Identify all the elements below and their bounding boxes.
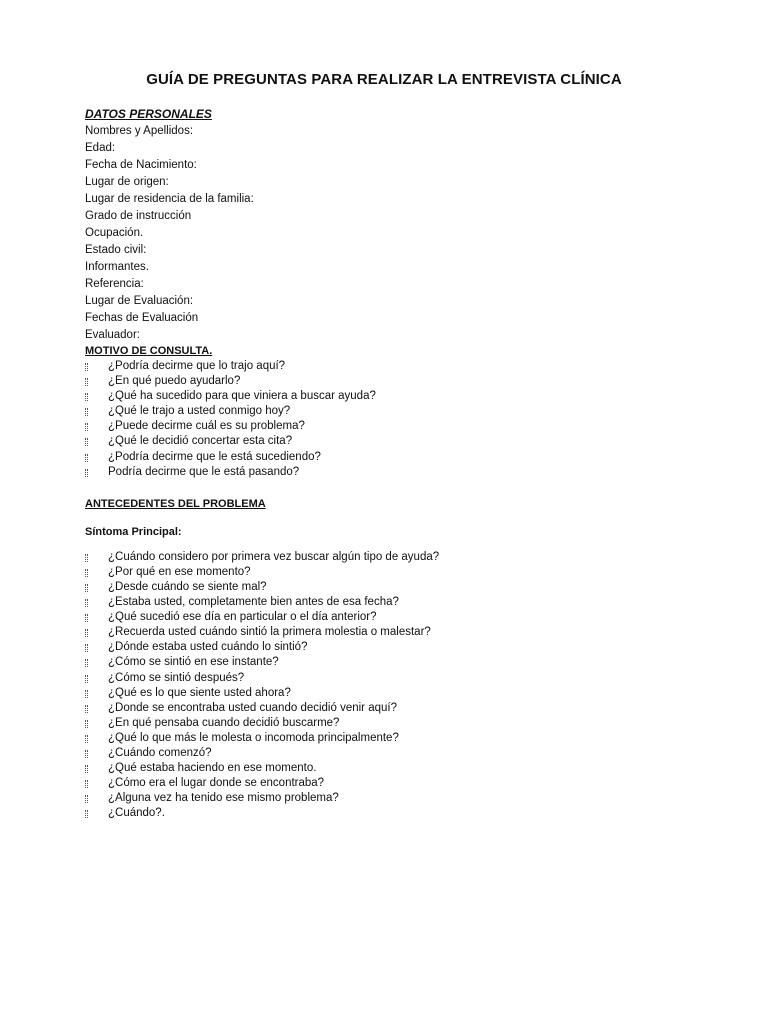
antecedentes-question-text: ¿Qué es lo que siente usted ahora? (108, 686, 291, 699)
personal-data-field: Grado de instrucción (85, 210, 192, 222)
motivo-question-text: ¿Qué ha sucedido para que viniera a buscar ayuda? (108, 390, 376, 403)
personal-data-field: Nombres y Apellidos: (85, 125, 194, 137)
sintoma-principal-heading: Síntoma Principal: (85, 525, 182, 538)
personal-data-field: Referencia: (85, 278, 144, 290)
personal-data-field: Estado civil: (85, 244, 147, 256)
bullet-icon (85, 810, 88, 818)
motivo-question-item (85, 374, 705, 389)
bullet-icon (85, 690, 88, 698)
antecedentes-question-item (85, 595, 705, 610)
antecedentes-question-item (85, 791, 705, 806)
bullet-icon (85, 438, 88, 446)
motivo-question-item (85, 465, 705, 480)
antecedentes-question-item (85, 746, 705, 761)
bullet-icon (85, 735, 88, 743)
motivo-question-text: ¿Qué le trajo a usted conmigo hoy? (108, 405, 291, 418)
antecedentes-question-item (85, 671, 705, 686)
antecedentes-question-list (85, 550, 705, 822)
bullet-icon (85, 599, 88, 607)
motivo-consulta-list (85, 359, 705, 480)
antecedentes-question-text: ¿Cómo se sintió en ese instante? (108, 656, 279, 669)
document-body (85, 106, 705, 821)
antecedentes-question-text: ¿Cuándo considero por primera vez buscar algún tipo de ayuda? (108, 550, 440, 563)
bullet-icon (85, 454, 88, 462)
antecedentes-question-item (85, 686, 705, 701)
bullet-icon (85, 765, 88, 773)
motivo-question-text: ¿Podría decirme que le está sucediendo? (108, 450, 321, 463)
motivo-question-item (85, 359, 705, 374)
bullet-icon (85, 363, 88, 371)
antecedentes-question-item (85, 625, 705, 640)
antecedentes-question-item (85, 776, 705, 791)
bullet-icon (85, 378, 88, 386)
antecedentes-question-item (85, 640, 705, 655)
bullet-icon (85, 629, 88, 637)
motivo-question-item (85, 434, 705, 449)
antecedentes-question-text: ¿Dónde estaba usted cuándo lo sintió? (108, 641, 308, 654)
antecedentes-question-text: ¿Qué sucedió ese día en particular o el día anterior? (108, 611, 377, 624)
bullet-icon (85, 584, 88, 592)
personal-data-field: Lugar de residencia de la familia: (85, 193, 254, 205)
bullet-icon (85, 780, 88, 788)
motivo-question-text: ¿En qué puedo ayudarlo? (108, 375, 241, 388)
personal-data-field: Lugar de origen: (85, 176, 169, 188)
bullet-icon (85, 423, 88, 431)
antecedentes-question-item (85, 701, 705, 716)
bullet-icon (85, 720, 88, 728)
antecedentes-question-item (85, 550, 705, 565)
antecedentes-question-item (85, 565, 705, 580)
antecedentes-question-text: ¿Cuándo comenzó? (108, 746, 212, 759)
motivo-question-text: ¿Qué le decidió concertar esta cita? (108, 435, 293, 448)
personal-data-field: Edad: (85, 142, 116, 154)
personal-data-field: Evaluador: (85, 329, 140, 341)
personal-data-field: Fecha de Nacimiento: (85, 159, 197, 171)
antecedentes-question-item (85, 761, 705, 776)
antecedentes-question-text: ¿Desde cuándo se siente mal? (108, 580, 267, 593)
antecedentes-question-item (85, 806, 705, 821)
bullet-icon (85, 569, 88, 577)
antecedentes-question-text: ¿En qué pensaba cuando decidió buscarme? (108, 716, 340, 729)
antecedentes-question-text: ¿Qué estaba haciendo en ese momento. (108, 762, 317, 775)
motivo-question-item (85, 389, 705, 404)
bullet-icon (85, 393, 88, 401)
bullet-icon (85, 750, 88, 758)
bullet-icon (85, 554, 88, 562)
bullet-icon (85, 659, 88, 667)
personal-data-field: Fechas de Evaluación (85, 312, 199, 324)
antecedentes-question-text: ¿Qué lo que más le molesta o incomoda principalmente? (108, 731, 399, 744)
motivo-question-text: ¿Puede decirme cuál es su problema? (108, 420, 305, 433)
bullet-icon (85, 705, 88, 713)
motivo-question-item (85, 419, 705, 434)
antecedentes-question-text: ¿Recuerda usted cuándo sintió la primera molestia o malestar? (108, 626, 431, 639)
motivo-question-item (85, 404, 705, 419)
motivo-question-text: Podría decirme que le está pasando? (108, 465, 300, 478)
bullet-icon (85, 408, 88, 416)
antecedentes-question-item (85, 731, 705, 746)
antecedentes-question-text: ¿Cómo se sintió después? (108, 671, 245, 684)
antecedentes-question-text: ¿Cuándo?. (108, 807, 165, 820)
bullet-icon (85, 644, 88, 652)
antecedentes-question-item (85, 580, 705, 595)
personal-data-field: Lugar de Evaluación: (85, 295, 194, 307)
bullet-icon (85, 675, 88, 683)
antecedentes-question-text: ¿Estaba usted, completamente bien antes de esa fecha? (108, 596, 399, 609)
document-title: GUÍA DE PREGUNTAS PARA REALIZAR LA ENTREVISTA CLÍNICA (146, 71, 622, 88)
antecedentes-question-text: ¿Alguna vez ha tenido ese mismo problema? (108, 792, 339, 805)
datos-personales-heading: DATOS PERSONALES (85, 107, 212, 121)
antecedentes-question-item (85, 655, 705, 670)
antecedentes-question-text: ¿Donde se encontraba usted cuando decidió venir aquí? (108, 701, 397, 714)
antecedentes-question-item (85, 716, 705, 731)
antecedentes-question-text: ¿Por qué en ese momento? (108, 565, 251, 578)
bullet-icon (85, 614, 88, 622)
bullet-icon (85, 795, 88, 803)
antecedentes-heading: ANTECEDENTES DEL PROBLEMA (85, 497, 266, 510)
antecedentes-question-text: ¿Cómo era el lugar donde se encontraba? (108, 777, 325, 790)
bullet-icon (85, 469, 88, 477)
motivo-consulta-heading: MOTIVO DE CONSULTA. (85, 345, 213, 357)
motivo-question-item (85, 450, 705, 465)
personal-data-field: Ocupación. (85, 227, 144, 239)
personal-data-field: Informantes. (85, 261, 149, 273)
antecedentes-question-item (85, 610, 705, 625)
motivo-question-text: ¿Podría decirme que lo trajo aquí? (108, 360, 286, 372)
datos-personales-list (85, 123, 705, 344)
